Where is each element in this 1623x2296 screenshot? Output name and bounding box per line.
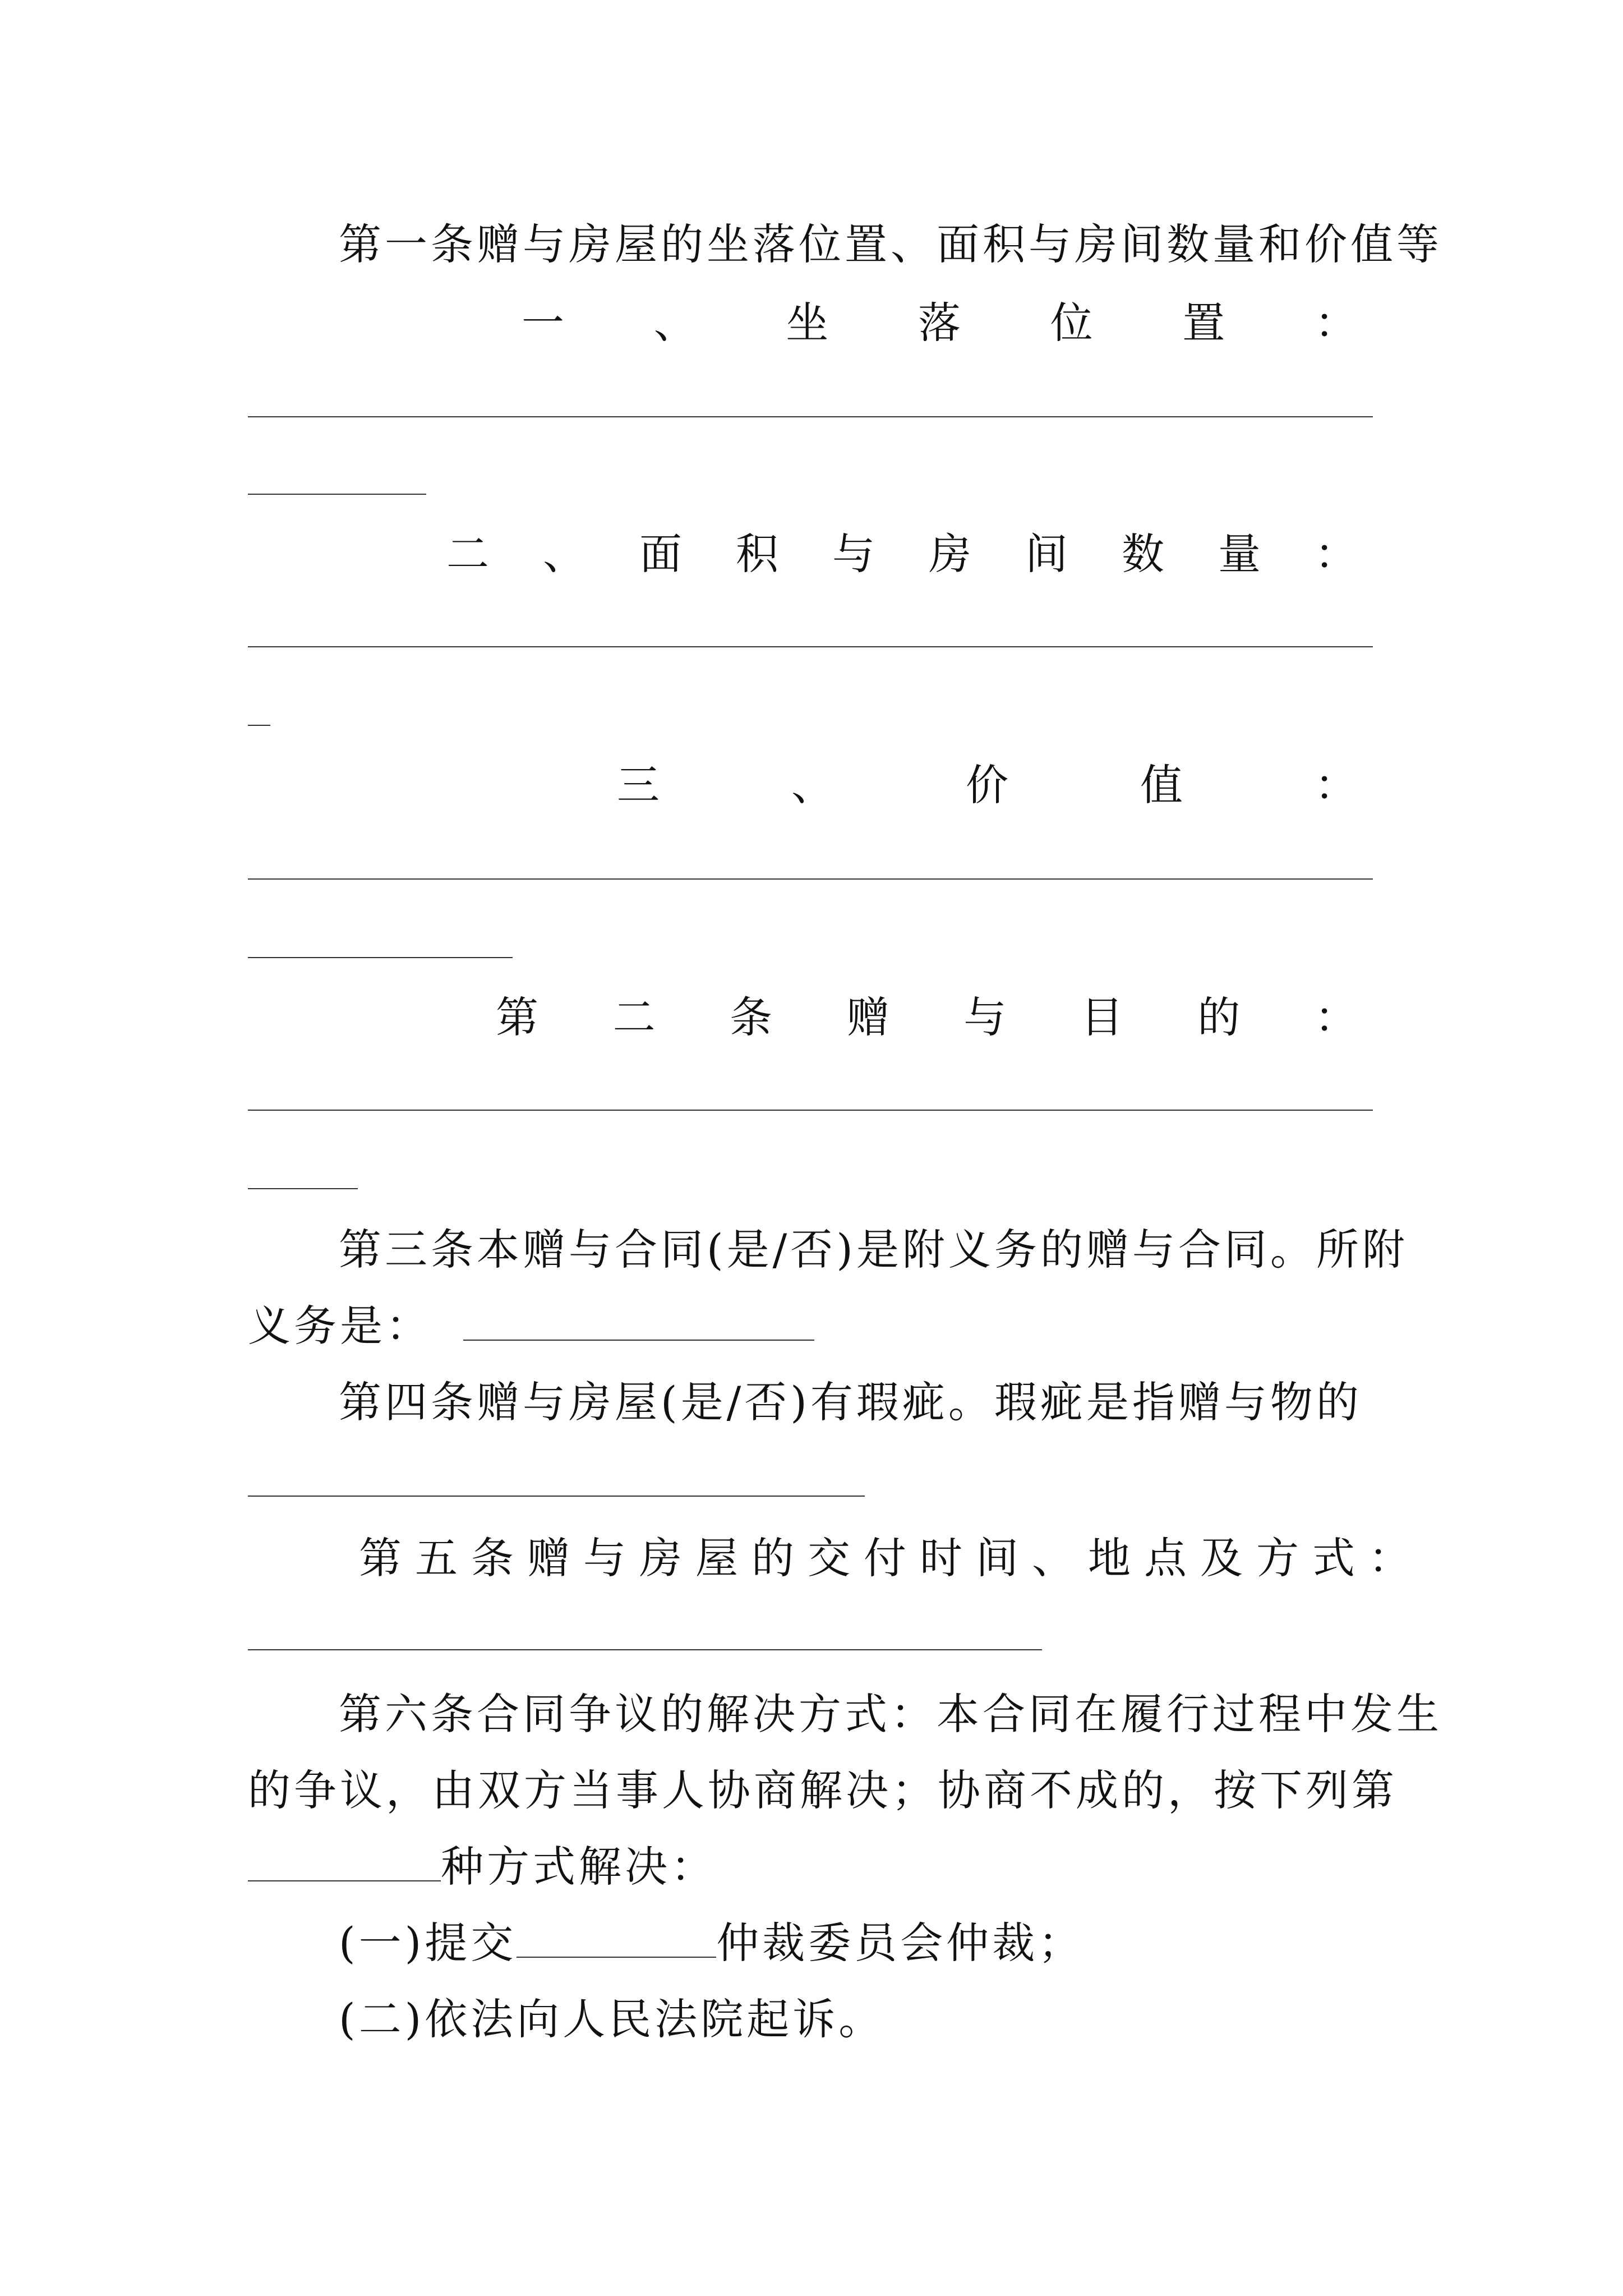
article6-option2: (二)依法向人民法院起诉。	[339, 1994, 885, 2044]
item3-char: ：	[1315, 760, 1357, 810]
item1-char: 、	[653, 298, 697, 348]
article6-line3-text: 种方式解决：	[441, 1842, 717, 1892]
blank-line-defect[interactable]	[248, 1496, 865, 1497]
item2-char: 数	[1122, 529, 1164, 579]
article2-char: 第	[496, 992, 538, 1042]
blank-arbitration-committee[interactable]	[517, 1917, 716, 1958]
article1-item1	[522, 296, 1357, 350]
item1-char: 一	[522, 298, 564, 348]
item3-char: 、	[791, 760, 834, 810]
article3-line1: 第三条本赠与合同(是/否)是附义务的赠与合同。所附	[339, 1225, 1408, 1274]
article6-option1	[339, 1916, 1390, 1970]
article2-char: ：	[1314, 992, 1357, 1042]
item2-char: 面	[639, 529, 682, 579]
blank-line-value-1[interactable]	[248, 878, 1373, 880]
item2-char: ：	[1315, 529, 1357, 579]
article6-line1: 第六条合同争议的解决方式：本合同在履行过程中发生	[339, 1689, 1442, 1739]
item2-char: 量	[1218, 529, 1261, 579]
article1-title: 第一条赠与房屋的坐落位置、面积与房间数量和价值等	[339, 219, 1442, 269]
article2-char: 目	[1080, 992, 1123, 1042]
item1-char: 置	[1182, 298, 1225, 348]
blank-line-location-2[interactable]	[248, 494, 426, 495]
item2-char: 、	[543, 529, 585, 579]
article4-line1: 第四条赠与房屋(是/否)有瑕疵。瑕疵是指赠与物的	[339, 1377, 1362, 1427]
item2-char: 房	[929, 529, 971, 579]
blank-line-delivery[interactable]	[248, 1649, 1042, 1650]
option1-suffix: 仲裁委员会仲裁；	[716, 1918, 1085, 1968]
item1-char: 落	[917, 298, 961, 348]
item2-char: 二	[446, 529, 489, 579]
blank-method-number[interactable]	[248, 1841, 441, 1881]
item2-char: 积	[736, 529, 778, 579]
article2-heading	[496, 991, 1357, 1045]
blank-obligation[interactable]	[463, 1300, 814, 1341]
article3-label: 义务是：	[248, 1301, 432, 1351]
blank-line-value-2[interactable]	[248, 957, 513, 958]
article6-line2: 的争议，由双方当事人协商解决；协商不成的，按下列第	[248, 1765, 1398, 1815]
item2-char: 间	[1025, 529, 1068, 579]
article2-char: 与	[963, 992, 1007, 1042]
option1-prefix: (一)提交	[339, 1918, 517, 1968]
blank-line-purpose-1[interactable]	[248, 1110, 1373, 1111]
article1-item3	[617, 758, 1357, 812]
article2-char: 赠	[846, 992, 889, 1042]
item3-char: 三	[617, 760, 660, 810]
blank-line-area-1[interactable]	[248, 646, 1373, 647]
article2-char: 二	[612, 992, 656, 1042]
article5-line1: 第五条赠与房屋的交付时间、地点及方式：	[359, 1533, 1424, 1583]
item3-char: 价	[966, 760, 1008, 810]
article3-line2	[248, 1299, 1390, 1353]
blank-line-purpose-2[interactable]	[248, 1188, 358, 1189]
item1-char: 坐	[786, 298, 829, 348]
item1-char: ：	[1314, 298, 1357, 348]
item2-char: 与	[832, 529, 875, 579]
blank-line-location-1[interactable]	[248, 416, 1373, 417]
item3-char: 值	[1140, 760, 1183, 810]
article1-item2	[446, 527, 1357, 581]
article2-char: 条	[730, 992, 773, 1042]
article2-char: 的	[1197, 992, 1241, 1042]
article6-line3	[248, 1840, 1390, 1894]
blank-line-area-2[interactable]	[248, 725, 270, 726]
item1-char: 位	[1050, 298, 1093, 348]
